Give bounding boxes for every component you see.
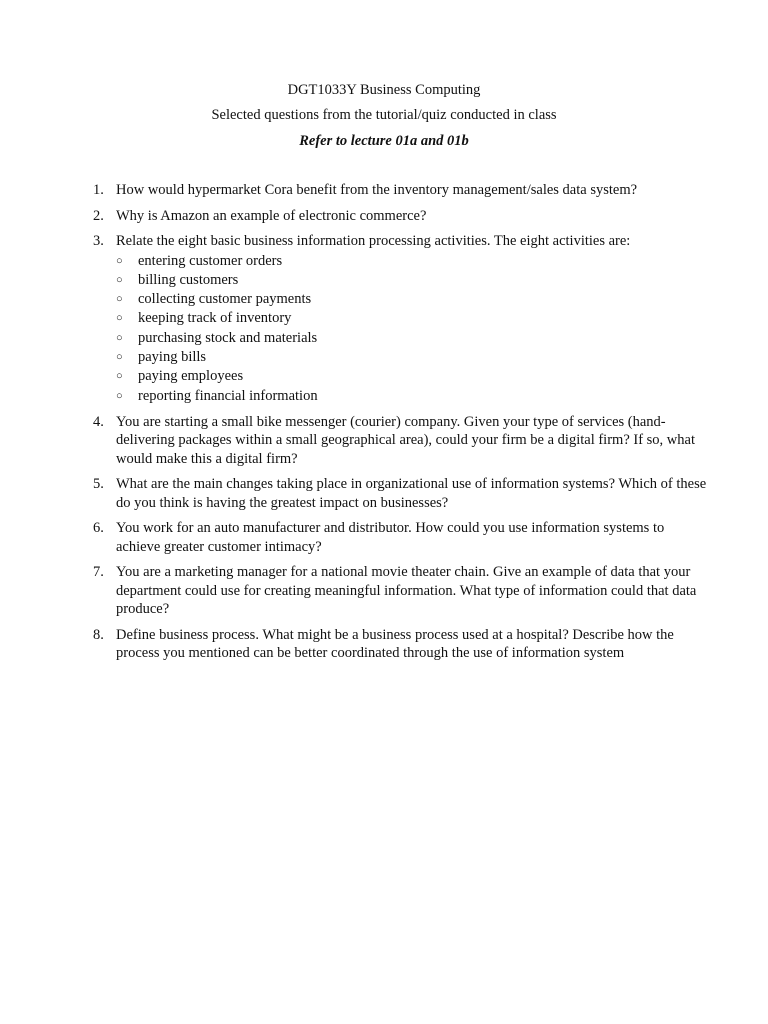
question-list xyxy=(90,181,710,670)
question-2 xyxy=(90,207,710,226)
question-text: You work for an auto manufacturer and distributor. How could you use information systems to achieve greater customer intimacy? xyxy=(116,520,665,555)
question-number: 6. xyxy=(93,520,104,537)
list-item: ○ paying employees xyxy=(116,367,710,386)
question-4 xyxy=(90,413,710,469)
question-3 xyxy=(90,232,710,406)
question-7 xyxy=(90,563,710,619)
circle-bullet-icon: ○ xyxy=(116,293,123,306)
question-number: 8. xyxy=(93,626,104,643)
question-text: Why is Amazon an example of electronic commerce? xyxy=(116,207,427,224)
activities-list xyxy=(116,252,710,406)
list-item: ○ billing customers xyxy=(116,271,710,290)
circle-bullet-icon: ○ xyxy=(116,273,123,286)
question-8 xyxy=(90,626,710,663)
list-item: ○ reporting financial information xyxy=(116,387,710,406)
document-subtitle: Selected questions from the tutorial/quiz conducted in class xyxy=(211,107,557,123)
list-item: ○ keeping track of inventory xyxy=(116,309,710,328)
circle-bullet-icon: ○ xyxy=(116,331,123,344)
lecture-reference: Refer to lecture 01a and 01b xyxy=(299,133,469,149)
course-title: DGT1033Y Business Computing xyxy=(287,82,481,98)
question-text: You are starting a small bike messenger (courier) company. Given your type of services (hand-delivering packages within a small geographical area), could your firm be a digital firm? If so, what would make this a digital firm? xyxy=(116,413,695,467)
question-text: Define business process. What might be a business process used at a hospital? Describe how the process you mentioned can be better coordinated through the use of information system xyxy=(116,626,674,662)
list-item: ○ entering customer orders xyxy=(116,252,710,271)
question-number: 2. xyxy=(93,207,104,224)
question-text: Relate the eight basic business information processing activities. The eight activities are: xyxy=(116,233,631,249)
list-item: ○ purchasing stock and materials xyxy=(116,329,710,348)
question-1 xyxy=(90,181,710,200)
question-text: You are a marketing manager for a national movie theater chain. Give an example of data that your department could use for creating meaningful information. What type of information could that data produce? xyxy=(116,564,697,618)
question-6 xyxy=(90,519,710,556)
list-item: ○ paying bills xyxy=(116,348,710,367)
question-text: What are the main changes taking place in organizational use of information systems? Which of these do you think is having the greatest impact on businesses? xyxy=(116,476,707,511)
circle-bullet-icon: ○ xyxy=(116,254,123,267)
question-text: How would hypermarket Cora benefit from the inventory management/sales data system? xyxy=(116,182,638,198)
question-number: 4. xyxy=(93,413,104,430)
question-number: 1. xyxy=(93,182,104,198)
question-number: 5. xyxy=(93,476,104,493)
circle-bullet-icon: ○ xyxy=(116,370,123,383)
question-5 xyxy=(90,475,710,512)
circle-bullet-icon: ○ xyxy=(116,312,123,325)
circle-bullet-icon: ○ xyxy=(116,389,123,402)
question-number: 7. xyxy=(93,564,104,581)
list-item: ○ collecting customer payments xyxy=(116,290,710,309)
circle-bullet-icon: ○ xyxy=(116,350,123,363)
question-number: 3. xyxy=(93,233,104,249)
